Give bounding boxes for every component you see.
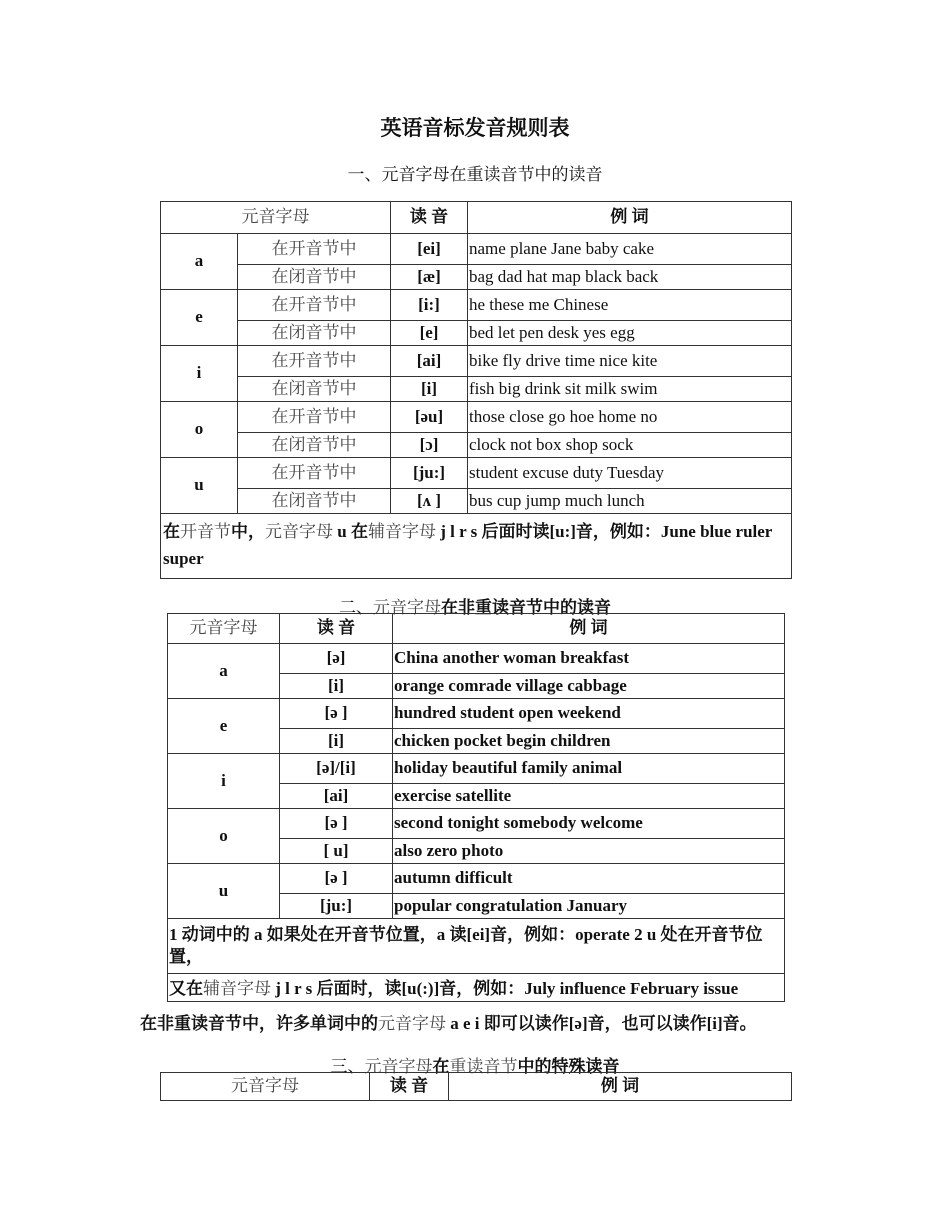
vowel-letter-cell: i: [168, 754, 280, 809]
note-text: 元音字母: [265, 522, 333, 541]
note-text: j l r s 后面时，读[u(:)]音，例如：July influence February issue: [271, 979, 739, 999]
syllable-type-cell: 在开音节中: [238, 346, 391, 377]
phonetic-cell: [e]: [391, 321, 468, 346]
vowel-letter-cell: o: [161, 402, 238, 458]
phonetic-cell: [ei]: [391, 234, 468, 265]
example-words-cell: student excuse duty Tuesday: [468, 458, 792, 489]
heading-text: 在: [432, 1057, 450, 1076]
example-words-cell: also zero photo: [393, 839, 785, 864]
syllable-type-cell: 在闭音节中: [238, 321, 391, 346]
table-row: [161, 489, 792, 514]
vowel-letter-cell: e: [161, 290, 238, 346]
syllable-type-cell: 在闭音节中: [238, 433, 391, 458]
footer-text: a e i 即可以读作[ə]音，也可以读作[i]音。: [446, 1014, 757, 1033]
table-row: [168, 864, 785, 894]
phonetic-cell: [ɔ]: [391, 433, 468, 458]
example-words-cell: name plane Jane baby cake: [468, 234, 792, 265]
heading-text: 三、: [330, 1057, 365, 1076]
table-row: [161, 458, 792, 489]
heading-text: 中的特殊读音: [517, 1057, 620, 1076]
unstressed-vowel-table: [167, 613, 785, 1002]
page-title: 英语音标发音规则表: [380, 116, 570, 140]
syllable-type-cell: 在开音节中: [238, 458, 391, 489]
section2-note2: [168, 974, 785, 1002]
table-row: [161, 346, 792, 377]
footer-text: 在非重读音节中，许多单词中的: [140, 1014, 378, 1033]
phonetic-cell: [ə]: [280, 644, 393, 674]
header-vowel-letter: 元音字母: [168, 614, 280, 644]
example-words-cell: autumn difficult: [393, 864, 785, 894]
vowel-letter-cell: e: [168, 699, 280, 754]
table-row: [161, 321, 792, 346]
note-text: 中，: [231, 522, 265, 541]
syllable-type-cell: 在闭音节中: [238, 489, 391, 514]
note-text: 又在: [169, 979, 203, 999]
heading-text: 二、: [339, 598, 373, 617]
special-vowel-table: [160, 1072, 792, 1101]
header-example: 例 词: [393, 614, 785, 644]
example-words-cell: bed let pen desk yes egg: [468, 321, 792, 346]
stressed-vowel-table: [160, 201, 792, 579]
table-row: [161, 290, 792, 321]
table-row: [161, 402, 792, 433]
header-sound: 读 音: [391, 202, 468, 234]
phonetic-cell: [i]: [391, 377, 468, 402]
footer-text: 元音字母: [378, 1014, 446, 1033]
example-words-cell: China another woman breakfast: [393, 644, 785, 674]
phonetic-cell: [ə]/[i]: [280, 754, 393, 784]
phonetic-cell: [ai]: [280, 784, 393, 809]
heading-text: 在非重读音节中的读音: [441, 598, 611, 617]
vowel-letter-cell: o: [168, 809, 280, 864]
section2-footer: [140, 1009, 940, 1034]
vowel-letter-cell: u: [168, 864, 280, 919]
example-words-cell: hundred student open weekend: [393, 699, 785, 729]
vowel-letter-cell: a: [168, 644, 280, 699]
example-words-cell: second tonight somebody welcome: [393, 809, 785, 839]
table-row: [161, 433, 792, 458]
vowel-letter-cell: i: [161, 346, 238, 402]
header-sound: 读 音: [280, 614, 393, 644]
phonetic-cell: [i:]: [391, 290, 468, 321]
table-row: [161, 265, 792, 290]
note-text: 开音节: [180, 522, 231, 541]
syllable-type-cell: 在开音节中: [238, 234, 391, 265]
phonetic-cell: [əu]: [391, 402, 468, 433]
note-text: u 在: [333, 522, 368, 541]
heading-text: 元音字母: [364, 1057, 433, 1076]
syllable-type-cell: 在闭音节中: [238, 265, 391, 290]
heading-text: 元音字母: [373, 598, 441, 617]
example-words-cell: orange comrade village cabbage: [393, 674, 785, 699]
table-row: [168, 754, 785, 784]
phonetic-cell: [i]: [280, 674, 393, 699]
example-words-cell: bike fly drive time nice kite: [468, 346, 792, 377]
phonetic-cell: [i]: [280, 729, 393, 754]
phonetic-cell: [ə ]: [280, 699, 393, 729]
header-sound: 读 音: [370, 1073, 449, 1101]
section1-note: [161, 514, 792, 579]
header-vowel-letter: 元音字母: [161, 202, 391, 234]
phonetic-cell: [ə ]: [280, 864, 393, 894]
example-words-cell: fish big drink sit milk swim: [468, 377, 792, 402]
section1-heading: 一、元音字母在重读音节中的读音: [347, 165, 603, 184]
table-row: [161, 234, 792, 265]
example-words-cell: he these me Chinese: [468, 290, 792, 321]
note-text: j l r s 后面时读[u:]音，例如：June blue ruler super: [163, 522, 773, 569]
note-text: 在: [163, 522, 180, 541]
header-example: 例 词: [449, 1073, 792, 1101]
example-words-cell: chicken pocket begin children: [393, 729, 785, 754]
phonetic-cell: [ju:]: [391, 458, 468, 489]
syllable-type-cell: 在开音节中: [238, 290, 391, 321]
phonetic-cell: [ u]: [280, 839, 393, 864]
table-row: [168, 699, 785, 729]
example-words-cell: those close go hoe home no: [468, 402, 792, 433]
example-words-cell: bag dad hat map black back: [468, 265, 792, 290]
phonetic-cell: [ʌ ]: [391, 489, 468, 514]
phonetic-cell: [æ]: [391, 265, 468, 290]
syllable-type-cell: 在闭音节中: [238, 377, 391, 402]
table-row: [168, 644, 785, 674]
phonetic-cell: [ju:]: [280, 894, 393, 919]
section2-note1: 1 动词中的 a 如果处在开音节位置，a 读[ei]音，例如：operate 2 u 处在开音节位置，: [168, 919, 785, 974]
phonetic-cell: [ə ]: [280, 809, 393, 839]
header-example: 例 词: [468, 202, 792, 234]
example-words-cell: holiday beautiful family animal: [393, 754, 785, 784]
note-text: 辅音字母: [203, 979, 271, 999]
vowel-letter-cell: u: [161, 458, 238, 514]
syllable-type-cell: 在开音节中: [238, 402, 391, 433]
heading-text: 重读音节: [449, 1057, 518, 1076]
example-words-cell: popular congratulation January: [393, 894, 785, 919]
example-words-cell: exercise satellite: [393, 784, 785, 809]
phonetic-cell: [ai]: [391, 346, 468, 377]
example-words-cell: clock not box shop sock: [468, 433, 792, 458]
table-row: [168, 809, 785, 839]
example-words-cell: bus cup jump much lunch: [468, 489, 792, 514]
header-vowel-letter: 元音字母: [161, 1073, 370, 1101]
note-text: 辅音字母: [367, 522, 436, 541]
table-row: [161, 377, 792, 402]
vowel-letter-cell: a: [161, 234, 238, 290]
